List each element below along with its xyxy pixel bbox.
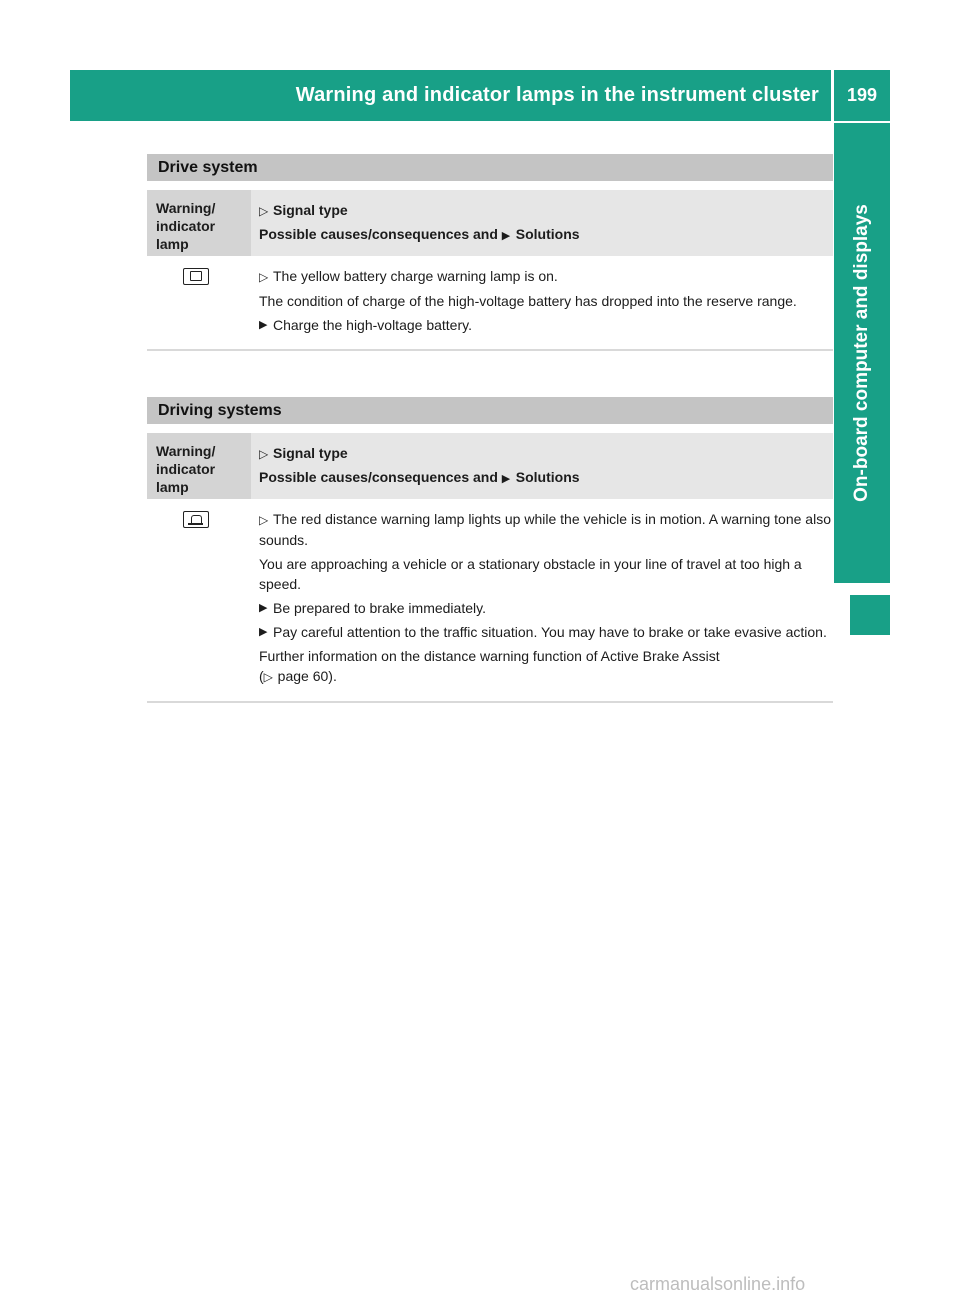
battery-charge-icon bbox=[183, 268, 209, 285]
signal-type-icon: ▷ bbox=[259, 447, 269, 461]
section-title: Driving systems bbox=[147, 397, 833, 424]
table-header bbox=[147, 433, 833, 499]
action-arrow-icon: ▶ bbox=[259, 319, 268, 331]
header-title: Warning and indicator lamps in the instrument cluster bbox=[295, 84, 819, 106]
action-arrow-icon: ▶ bbox=[259, 602, 268, 614]
column-header-description: ▷ Signal type Possible causes/consequences and ▶ Solutions bbox=[251, 190, 833, 256]
signal-text: The red distance warning lamp lights up while the vehicle is in motion. A warning tone also sounds. bbox=[259, 511, 831, 548]
chapter-tab-label: On-board computer and displays bbox=[851, 204, 872, 502]
action-arrow-icon: ▶ bbox=[259, 626, 268, 638]
cause-text: The condition of charge of the high-voltage battery has dropped into the reserve range. bbox=[259, 293, 797, 309]
table-row bbox=[147, 256, 833, 351]
signal-type-icon: ▷ bbox=[259, 513, 269, 527]
action-text: Charge the high-voltage battery. bbox=[273, 317, 472, 333]
cause-text: You are approaching a vehicle or a stationary obstacle in your line of travel at too high a speed. bbox=[259, 556, 802, 592]
section-driving-systems bbox=[147, 397, 833, 703]
solution-arrow-icon: ▶ bbox=[501, 230, 511, 242]
signal-type-icon: ▷ bbox=[259, 270, 269, 284]
running-header bbox=[70, 70, 831, 121]
action-text: Pay careful attention to the traffic situation. You may have to brake or take evasive action. bbox=[273, 624, 827, 640]
column-header-lamp: Warning/ indicator lamp bbox=[147, 433, 251, 499]
table-row: ▷ The red distance warning lamp lights up while the vehicle is in motion. A warning tone also sounds. You are approaching a vehicle or a stationary obstacle in your line of travel at too high a speed. ▶ Be prepared to brake immediately. ▶ Pay careful attention to the traffic situation. You may have to brake or take evasive action. Further information on the distance warning function of Active Brake Assist (▷ page 60). bbox=[147, 499, 833, 703]
column-header-lamp: Warning/ indicator lamp bbox=[147, 190, 251, 256]
signal-type-icon: ▷ bbox=[259, 204, 269, 218]
page-number bbox=[834, 70, 890, 121]
solution-arrow-icon: ▶ bbox=[501, 473, 511, 485]
distance-warning-icon bbox=[183, 511, 209, 528]
watermark: carmanualsonline.info bbox=[630, 1274, 806, 1294]
page-number-text: 199 bbox=[846, 85, 878, 105]
chapter-marker bbox=[850, 595, 890, 635]
further-info-text: Further information on the distance warning function of Active Brake Assist bbox=[259, 648, 720, 664]
page-ref-icon: ▷ bbox=[263, 670, 273, 684]
page-reference-link[interactable]: page 60). bbox=[277, 668, 337, 684]
action-text: Be prepared to brake immediately. bbox=[273, 600, 486, 616]
signal-text: The yellow battery charge warning lamp is on. bbox=[273, 268, 558, 284]
column-header-description: ▷ Signal type Possible causes/consequences and ▶ Solutions bbox=[251, 433, 833, 499]
chapter-tab bbox=[834, 123, 890, 583]
section-title: Drive system bbox=[147, 154, 833, 181]
table-header bbox=[147, 190, 833, 256]
section-drive-system bbox=[147, 154, 833, 351]
